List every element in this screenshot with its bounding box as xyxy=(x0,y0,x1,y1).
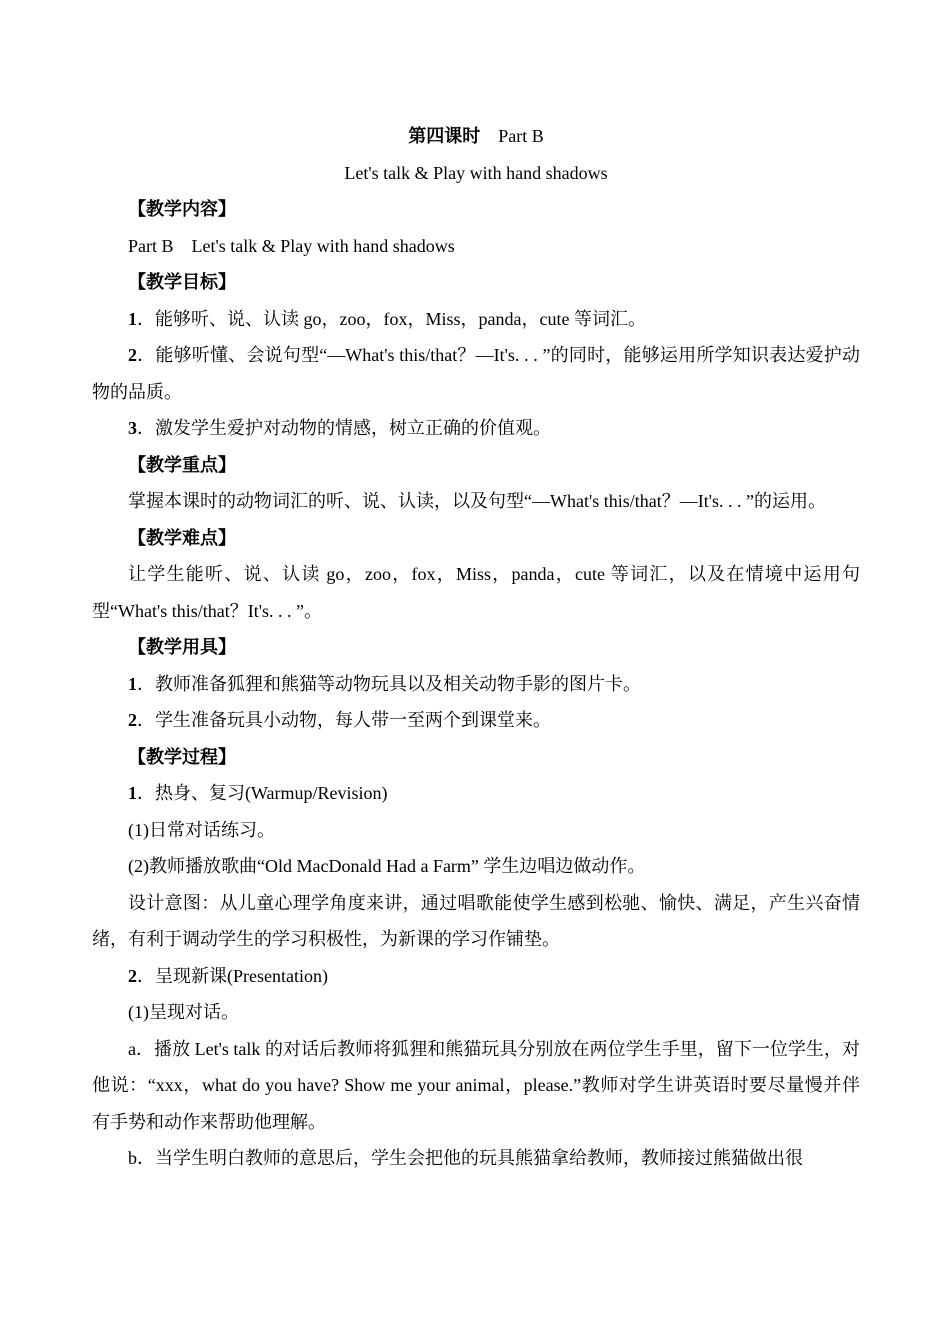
goal-item-3 xyxy=(92,410,860,447)
step-number: 2 xyxy=(128,965,137,986)
tool-number: 2 xyxy=(128,710,137,730)
content-text: Part B Let's talk & Play with hand shadows xyxy=(128,235,455,256)
goal-number: 3 xyxy=(128,418,137,438)
section-heading-difficulties: 【教学难点】 xyxy=(128,527,236,548)
lesson-number: 第四课时 xyxy=(408,126,481,146)
goal-number: 2 xyxy=(128,345,137,365)
key-points-text: 掌握本课时的动物词汇的听、说、认读，以及句型“—What's this/that？—It's. . . ”的运用。 xyxy=(128,491,826,511)
tool-item-1 xyxy=(92,666,860,703)
lesson-subtitle: Let's talk & Play with hand shadows xyxy=(344,162,608,183)
document-page xyxy=(92,118,860,1177)
process-step-1-sub-2: (2)教师播放歌曲“Old MacDonald Had a Farm” 学生边唱边做动作。 xyxy=(128,856,646,876)
process-step-1-design-intent: 设计意图：从儿童心理学角度来讲，通过唱歌能使学生感到松驰、愉快、满足，产生兴奋情绪，有利于调动学生的学习积极性，为新课的学习作铺垫。 xyxy=(92,892,860,949)
goal-item-1 xyxy=(92,301,860,338)
goal-text: ．能够听懂、会说句型“—What's this/that？—It's. . . ”的同时，能够运用所学知识表达爱护动物的品质。 xyxy=(92,345,860,402)
section-heading-tools: 【教学用具】 xyxy=(128,637,236,657)
step-number: 1 xyxy=(128,783,137,803)
lesson-part: Part B xyxy=(498,126,544,146)
section-heading-content: 【教学内容】 xyxy=(128,199,236,219)
lesson-title xyxy=(92,118,860,155)
section-heading-process: 【教学过程】 xyxy=(128,746,236,767)
section-heading-key-points: 【教学重点】 xyxy=(128,454,236,475)
step-text: ．热身、复习(Warmup/Revision) xyxy=(137,783,388,803)
section-heading-goals: 【教学目标】 xyxy=(128,272,236,292)
process-step-2-sub-1-b: b．当学生明白教师的意思后，学生会把他的玩具熊猫拿给教师，教师接过熊猫做出很 xyxy=(128,1148,803,1168)
process-step-2-sub-1-a: a．播放 Let's talk 的对话后教师将狐狸和熊猫玩具分别放在两位学生手里，留下一位学生，对他说：“xxx，what do you have? Show me your animal，please.”教师对学生讲英语时要尽量慢并伴有手势和动作来帮助他理解。 xyxy=(92,1038,860,1132)
goal-text: ．能够听、说、认读 go，zoo，fox，Miss，panda，cute 等词汇。 xyxy=(137,308,646,329)
step-text: ．呈现新课(Presentation) xyxy=(137,965,328,986)
tool-number: 1 xyxy=(128,673,137,694)
tool-text: ．学生准备玩具小动物，每人带一至两个到课堂来。 xyxy=(137,710,551,730)
process-step-1 xyxy=(92,775,860,812)
tool-item-2 xyxy=(92,702,860,739)
tool-text: ．教师准备狐狸和熊猫等动物玩具以及相关动物手影的图片卡。 xyxy=(137,673,641,694)
goal-number: 1 xyxy=(128,308,137,329)
difficulties-text: 让学生能听、说、认读 go，zoo，fox，Miss，panda，cute 等词汇，以及在情境中运用句型“What's this/that？It's. . . ”。 xyxy=(92,564,860,621)
process-step-2-sub-1: (1)呈现对话。 xyxy=(128,1002,239,1022)
process-step-2 xyxy=(92,958,860,995)
goal-text: ．激发学生爱护对动物的情感，树立正确的价值观。 xyxy=(137,418,551,438)
goal-item-2 xyxy=(92,337,860,410)
process-step-1-sub-1: (1)日常对话练习。 xyxy=(128,819,275,840)
